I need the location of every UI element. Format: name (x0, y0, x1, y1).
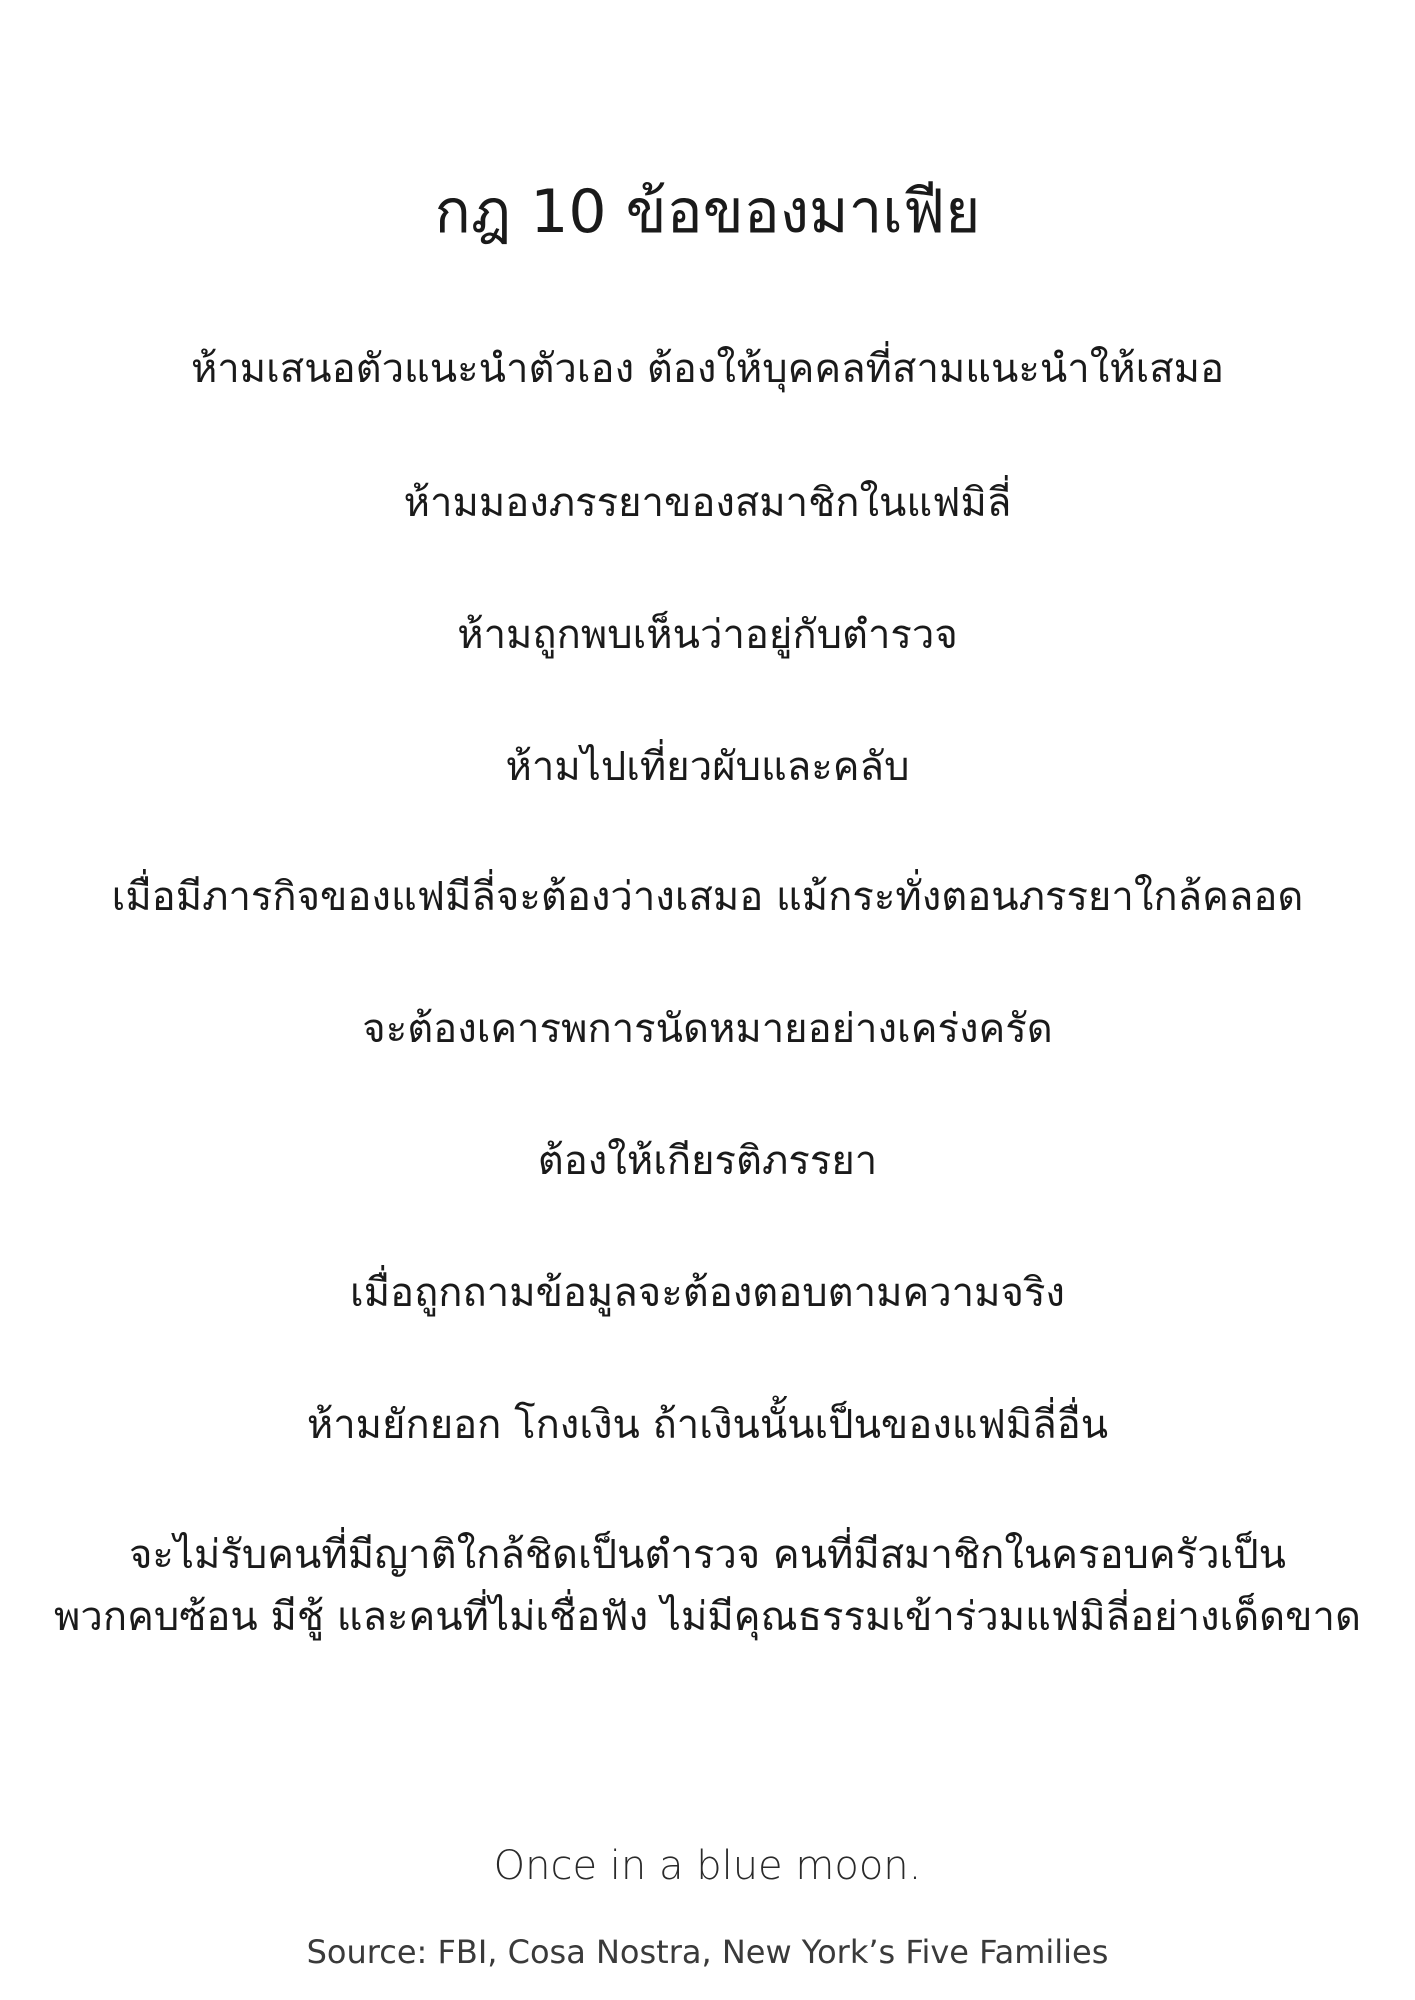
rule-item: เมื่อมีภารกิจของแฟมีลี่จะต้องว่างเสมอ แม้กระทั่งตอนภรรยาใกล้คลอด (111, 874, 1304, 920)
rule-item: ห้ามเสนอตัวแนะนำตัวเอง ต้องให้บุคคลที่สามแนะนำให้เสมอ (190, 346, 1225, 392)
rule-item: ห้ามยักยอก โกงเงิน ถ้าเงินนั้นเป็นของแฟมิลี่อื่น (306, 1402, 1109, 1448)
rule-item: ห้ามมองภรรยาของสมาชิกในแฟมิลี่ (403, 480, 1012, 526)
rule-line: พวกคบซ้อน มีชู้ และคนที่ไม่เชื่อฟัง ไม่มีคุณธรรมเข้าร่วมแฟมิลี่อย่างเด็ดขาด (54, 1594, 1361, 1640)
page-title: กฎ 10 ข้อของมาเฟีย (434, 177, 981, 247)
tagline: Once in a blue moon. (493, 1843, 922, 1889)
source-credit: Source: FBI, Cosa Nostra, New York’s Five Families (306, 1933, 1109, 1971)
rule-item: ห้ามถูกพบเห็นว่าอยู่กับตำรวจ (457, 612, 958, 658)
rule-item: เมื่อถูกถามข้อมูลจะต้องตอบตามความจริง (350, 1270, 1065, 1316)
rule-item: ต้องให้เกียรติภรรยา (537, 1138, 878, 1184)
rule-line: จะไม่รับคนที่มีญาติใกล้ชิดเป็นตำรวจ คนที่มีสมาชิกในครอบครัวเป็น (128, 1532, 1287, 1578)
rule-item: จะต้องเคารพการนัดหมายอย่างเคร่งครัด (362, 1006, 1053, 1052)
rule-item: ห้ามไปเที่ยวผับและคลับ (505, 744, 910, 790)
rule-item (0, 1524, 1415, 1648)
